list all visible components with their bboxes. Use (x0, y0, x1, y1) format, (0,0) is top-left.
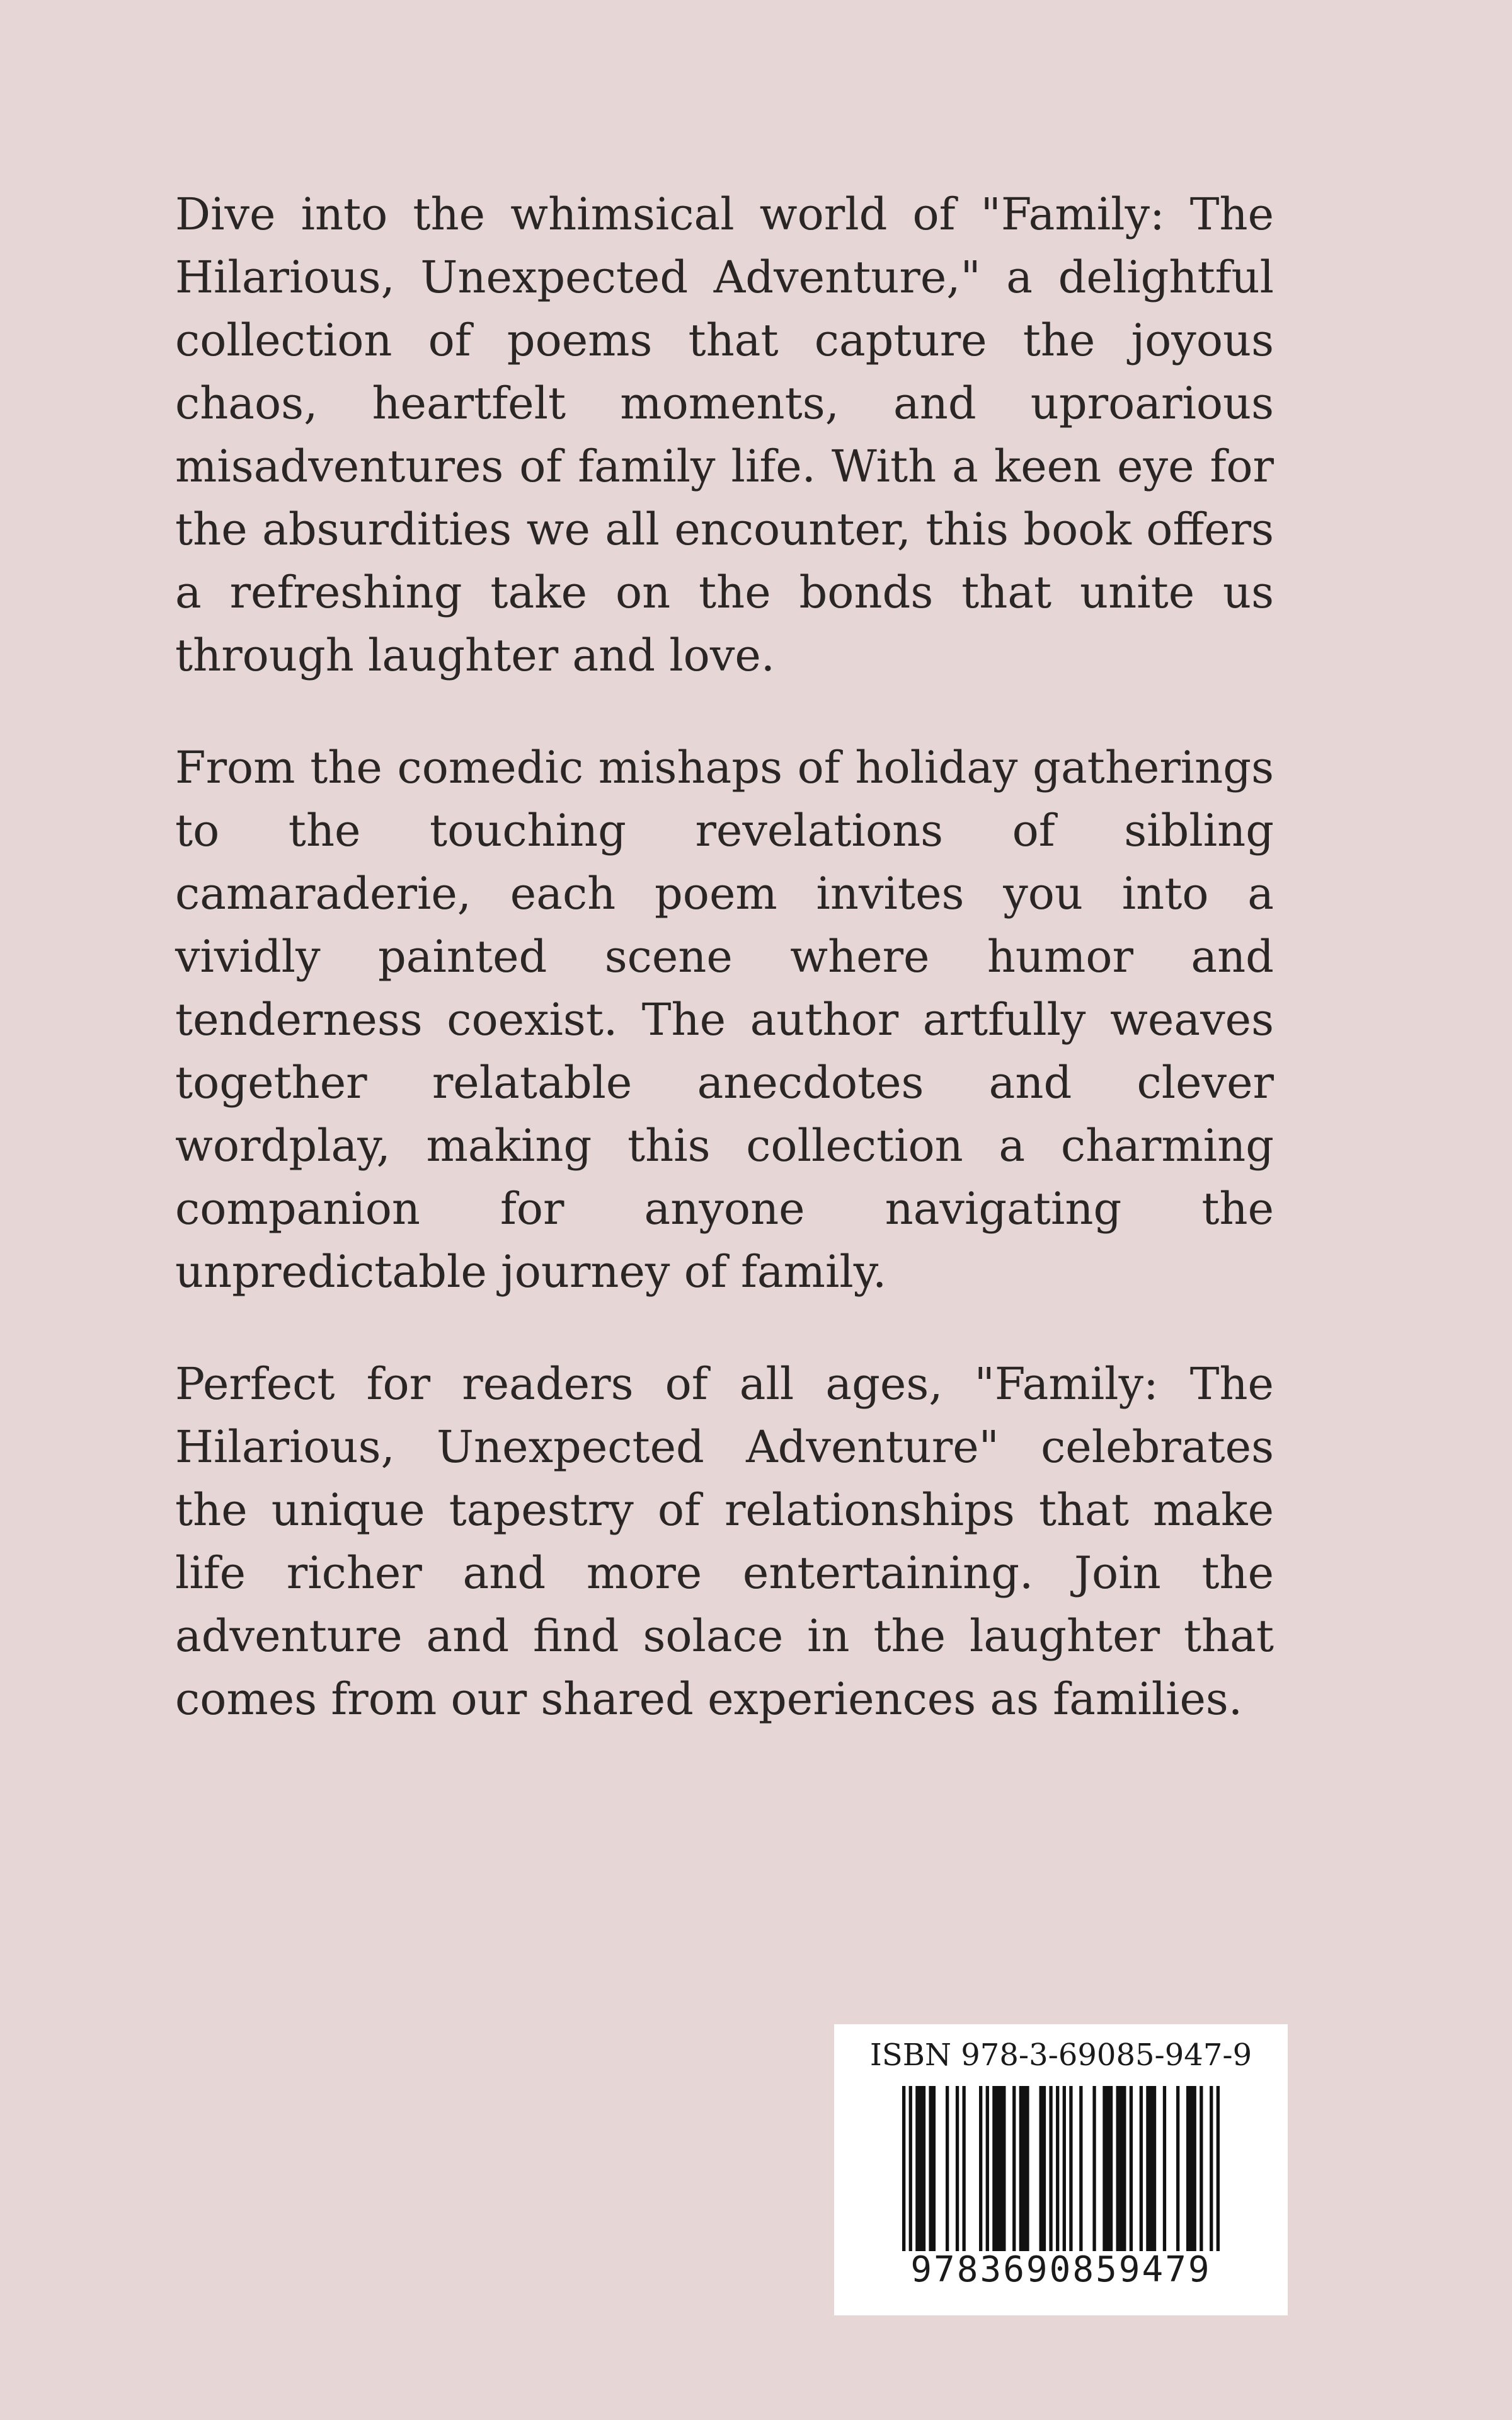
blurb-text (175, 183, 1274, 1780)
barcode-bar (979, 2086, 982, 2251)
barcode-bar (1217, 2086, 1220, 2251)
barcode-bar (929, 2086, 936, 2251)
barcode-bar (1049, 2086, 1052, 2251)
isbn-barcode-box (834, 2024, 1288, 2315)
isbn-label: ISBN 978-3-69085-947-9 (869, 2037, 1252, 2073)
barcode-bar (986, 2086, 989, 2251)
barcode-bar (1130, 2086, 1133, 2251)
barcode-bar (1186, 2086, 1196, 2251)
barcode-bar (1079, 2086, 1082, 2251)
blurb-paragraph-3: Perfect for readers of all ages, "Family: The Hilarious, Unexpected Adventure" celebrates the unique tapestry of relationships that make life richer and more entertaining. Join the adventure and find solace in the laughter that comes from our shared experiences as families. (175, 1358, 1274, 1725)
barcode-bar (1163, 2086, 1166, 2251)
barcode-bar (946, 2086, 949, 2251)
barcode-bar (902, 2086, 905, 2251)
blurb-paragraph-1: Dive into the whimsical world of "Family: The Hilarious, Unexpected Adventure," a delightful collection of poems that capture the joyous chaos, heartfelt moments, and uproarious misadventures of family life. With a keen eye for the absurdities we all encounter, this book offers a refreshing take on the bonds that unite us through laughter and love. (175, 188, 1274, 681)
barcode-bar (1056, 2086, 1059, 2251)
barcode-bar (1146, 2086, 1156, 2251)
barcode-bar (909, 2086, 912, 2251)
barcode-bar (956, 2086, 959, 2251)
barcode-bar (1019, 2086, 1029, 2251)
barcode-bar (1210, 2086, 1213, 2251)
barcode-digits: 9783690859479 (910, 2249, 1211, 2290)
barcode-bar (992, 2086, 1005, 2251)
barcode-bar (1012, 2086, 1016, 2251)
barcode-image (902, 2086, 1220, 2251)
barcode-bar (1063, 2086, 1066, 2251)
blurb-paragraph-2: From the comedic mishaps of holiday gatherings to the touching revelations of sibling camaraderie, each poem invites you into a vividly painted scene where humor and tenderness coexist. The author artfully weaves together relatable anecdotes and clever wordplay, making this collection a charming companion for anyone navigating the unpredictable journey of family. (175, 742, 1274, 1298)
barcode-bar (915, 2086, 925, 2251)
barcode-bar (1040, 2086, 1046, 2251)
barcode-bar (1092, 2086, 1096, 2251)
barcode-bar (1176, 2086, 1179, 2251)
barcode-bar (1200, 2086, 1203, 2251)
barcode-bar (1102, 2086, 1113, 2251)
barcode-bar (1140, 2086, 1143, 2251)
barcode-bar (1116, 2086, 1126, 2251)
barcode-bar (1069, 2086, 1072, 2251)
barcode-bar (962, 2086, 965, 2251)
